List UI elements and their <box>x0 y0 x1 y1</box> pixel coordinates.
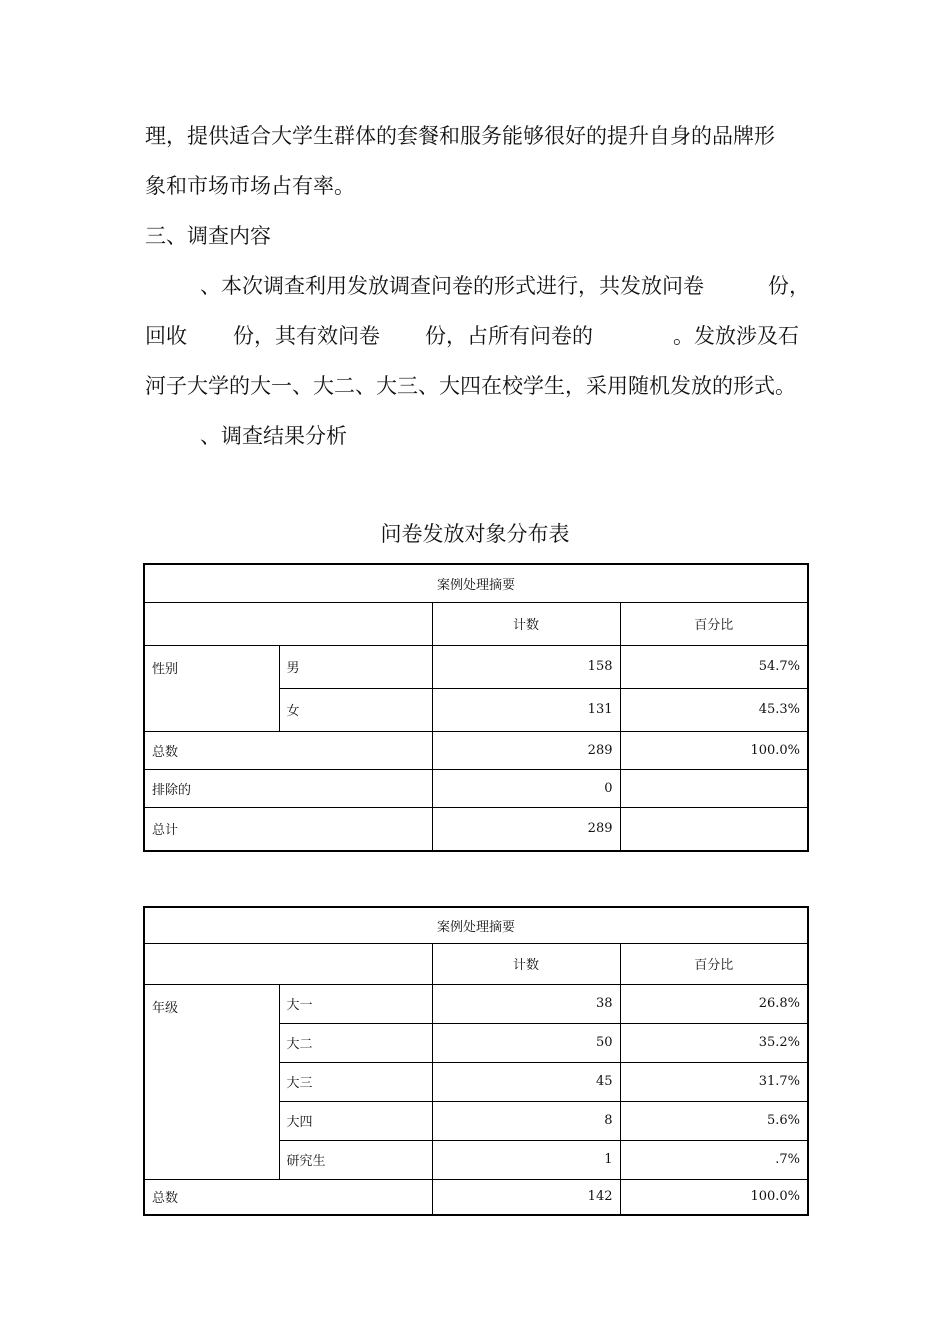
item1-line2-c: 份，占所有问卷的 <box>425 324 593 348</box>
table-row-percent: 5.6% <box>620 1101 808 1140</box>
item2: 、调查结果分析 <box>200 424 347 448</box>
table-row-count: 131 <box>432 688 620 731</box>
table1-excluded-label: 排除的 <box>144 769 432 807</box>
table-row-percent: 54.7% <box>620 645 808 688</box>
case-summary-table-grade <box>143 906 809 1216</box>
table-title: 问卷发放对象分布表 <box>380 522 570 546</box>
table1-excluded-percent <box>620 769 808 807</box>
table1-header-percent: 百分比 <box>620 602 808 645</box>
table1-total-percent: 100.0% <box>620 731 808 769</box>
table-row-count: 1 <box>432 1140 620 1179</box>
section-heading-3: 三、调查内容 <box>145 224 271 248</box>
table-row-count: 8 <box>432 1101 620 1140</box>
table-row-label: 大二 <box>279 1023 432 1062</box>
table2-header-blank <box>144 943 432 984</box>
item1-line1-b: 份， <box>768 274 810 298</box>
table-row-percent: 26.8% <box>620 984 808 1023</box>
case-summary-table-gender <box>143 563 809 852</box>
table1-total-count: 289 <box>432 731 620 769</box>
table-row-percent: 45.3% <box>620 688 808 731</box>
table-row-count: 158 <box>432 645 620 688</box>
table-row-percent: 35.2% <box>620 1023 808 1062</box>
table1-header-count: 计数 <box>432 602 620 645</box>
table1-excluded-count: 0 <box>432 769 620 807</box>
table-row-label: 女 <box>279 688 432 731</box>
table2-total-percent: 100.0% <box>620 1179 808 1215</box>
item1-line1-a: 、本次调查利用发放调查问卷的形式进行，共发放问卷 <box>200 274 704 298</box>
table2-header-percent: 百分比 <box>620 943 808 984</box>
table1-group-label: 性别 <box>144 645 279 731</box>
table2-header-count: 计数 <box>432 943 620 984</box>
table1-grand-count: 289 <box>432 807 620 851</box>
table-row-count: 45 <box>432 1062 620 1101</box>
table1-total-label: 总数 <box>144 731 432 769</box>
item1-line2-b: 份，其有效问卷 <box>233 324 380 348</box>
body-line-item1-3: 河子大学的大一、大二、大三、大四在校学生，采用随机发放的形式。 <box>145 374 796 398</box>
table-row-count: 38 <box>432 984 620 1023</box>
table1-caption: 案例处理摘要 <box>144 564 808 602</box>
item1-line1 <box>200 274 810 298</box>
table-row-label: 大三 <box>279 1062 432 1101</box>
table1-grand-percent <box>620 807 808 851</box>
body-line-2: 象和市场市场占有率。 <box>145 174 355 198</box>
table-row-percent: 31.7% <box>620 1062 808 1101</box>
table-row-label: 大四 <box>279 1101 432 1140</box>
table-row-count: 50 <box>432 1023 620 1062</box>
table-row-label: 研究生 <box>279 1140 432 1179</box>
table2-total-label: 总数 <box>144 1179 432 1215</box>
item1-line2-a: 回收 <box>145 324 187 348</box>
table-row-label: 男 <box>279 645 432 688</box>
table1-header-blank <box>144 602 432 645</box>
table2-group-label: 年级 <box>144 984 279 1179</box>
table-row-label: 大一 <box>279 984 432 1023</box>
table2-total-count: 142 <box>432 1179 620 1215</box>
body-line-1: 理，提供适合大学生群体的套餐和服务能够很好的提升自身的品牌形 <box>145 124 775 148</box>
table-row-percent: .7% <box>620 1140 808 1179</box>
table2-caption: 案例处理摘要 <box>144 907 808 943</box>
table1-grand-label: 总计 <box>144 807 432 851</box>
item1-line2-d: 。发放涉及石 <box>673 324 799 348</box>
